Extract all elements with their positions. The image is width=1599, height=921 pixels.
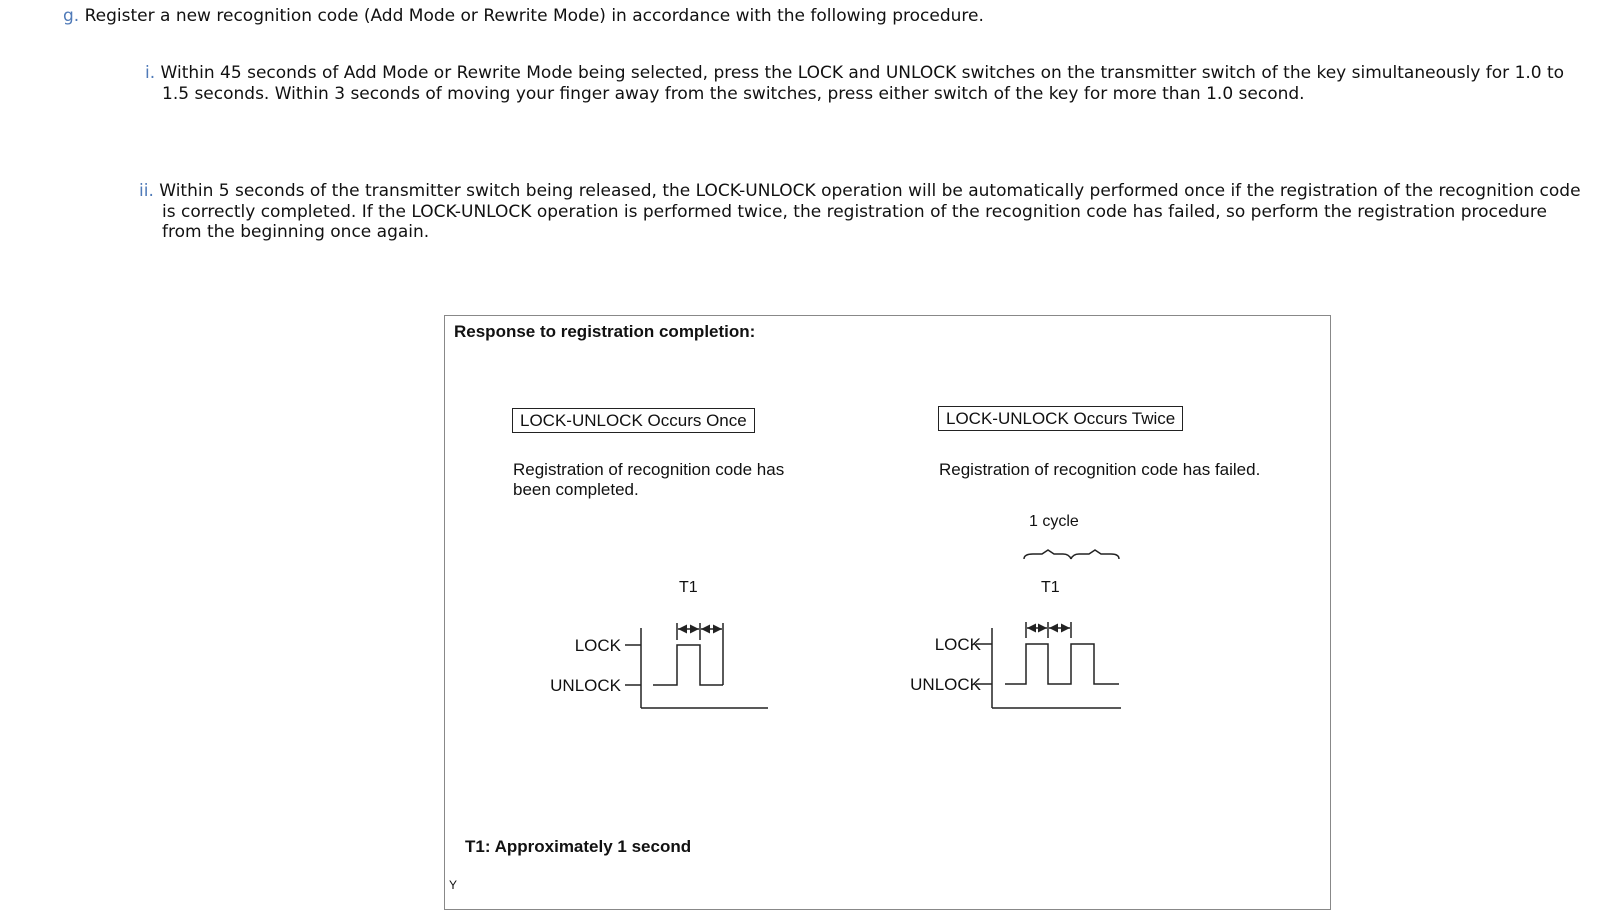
step-g	[63, 6, 1543, 27]
step-ii-text: Within 5 seconds of the transmitter switch being released, the LOCK-UNLOCK operation will be automatically performed once if the registration of the recognition code is correctly completed. If the LOCK-UNLOCK operation is performed twice, the registration of the recognition code has failed, so perform the registration procedure from the beginning once again.	[159, 181, 1581, 242]
once-t1-label: T1	[679, 579, 698, 596]
once-timing-chart	[625, 623, 768, 708]
twice-lock-label: LOCK	[934, 635, 981, 654]
twice-timing-chart	[976, 550, 1121, 708]
step-i	[145, 63, 1587, 104]
step-g-marker: g.	[63, 6, 80, 26]
corner-mark: Y	[449, 878, 458, 892]
cycle-label: 1 cycle	[1029, 513, 1079, 530]
response-figure	[444, 315, 1331, 910]
step-ii-marker: ii.	[139, 181, 154, 201]
step-i-text: Within 45 seconds of Add Mode or Rewrite Mode being selected, press the LOCK and UNLOCK switches on the transmitter switch of the key simultaneously for 1.0 to 1.5 seconds. Within 3 seconds of moving your finger away from the switches, press either switch of the key for more than 1.0 second.	[160, 63, 1565, 104]
timing-diagrams	[445, 316, 1330, 909]
occurs-twice-description: Registration of recognition code has failed.	[939, 460, 1261, 479]
cycle-brace-b	[1071, 550, 1119, 559]
twice-t1-label: T1	[1041, 579, 1060, 596]
step-ii	[139, 181, 1587, 243]
step-i-marker: i.	[145, 63, 156, 83]
once-unlock-label: UNLOCK	[550, 676, 621, 695]
once-lock-label: LOCK	[574, 636, 621, 655]
cycle-brace-a	[1024, 550, 1071, 559]
t1-footnote: T1: Approximately 1 second	[465, 837, 692, 856]
step-g-text: Register a new recognition code (Add Mode or Rewrite Mode) in accordance with the following procedure.	[84, 6, 984, 26]
occurs-twice-box: LOCK-UNLOCK Occurs Twice	[938, 406, 1183, 431]
figure-title: Response to registration completion:	[454, 322, 756, 341]
twice-signal	[1005, 644, 1119, 684]
occurs-once-box: LOCK-UNLOCK Occurs Once	[512, 408, 755, 433]
occurs-once-description: Registration of recognition code has been completed.	[513, 460, 785, 499]
once-signal	[653, 645, 723, 685]
twice-unlock-label: UNLOCK	[910, 675, 981, 694]
